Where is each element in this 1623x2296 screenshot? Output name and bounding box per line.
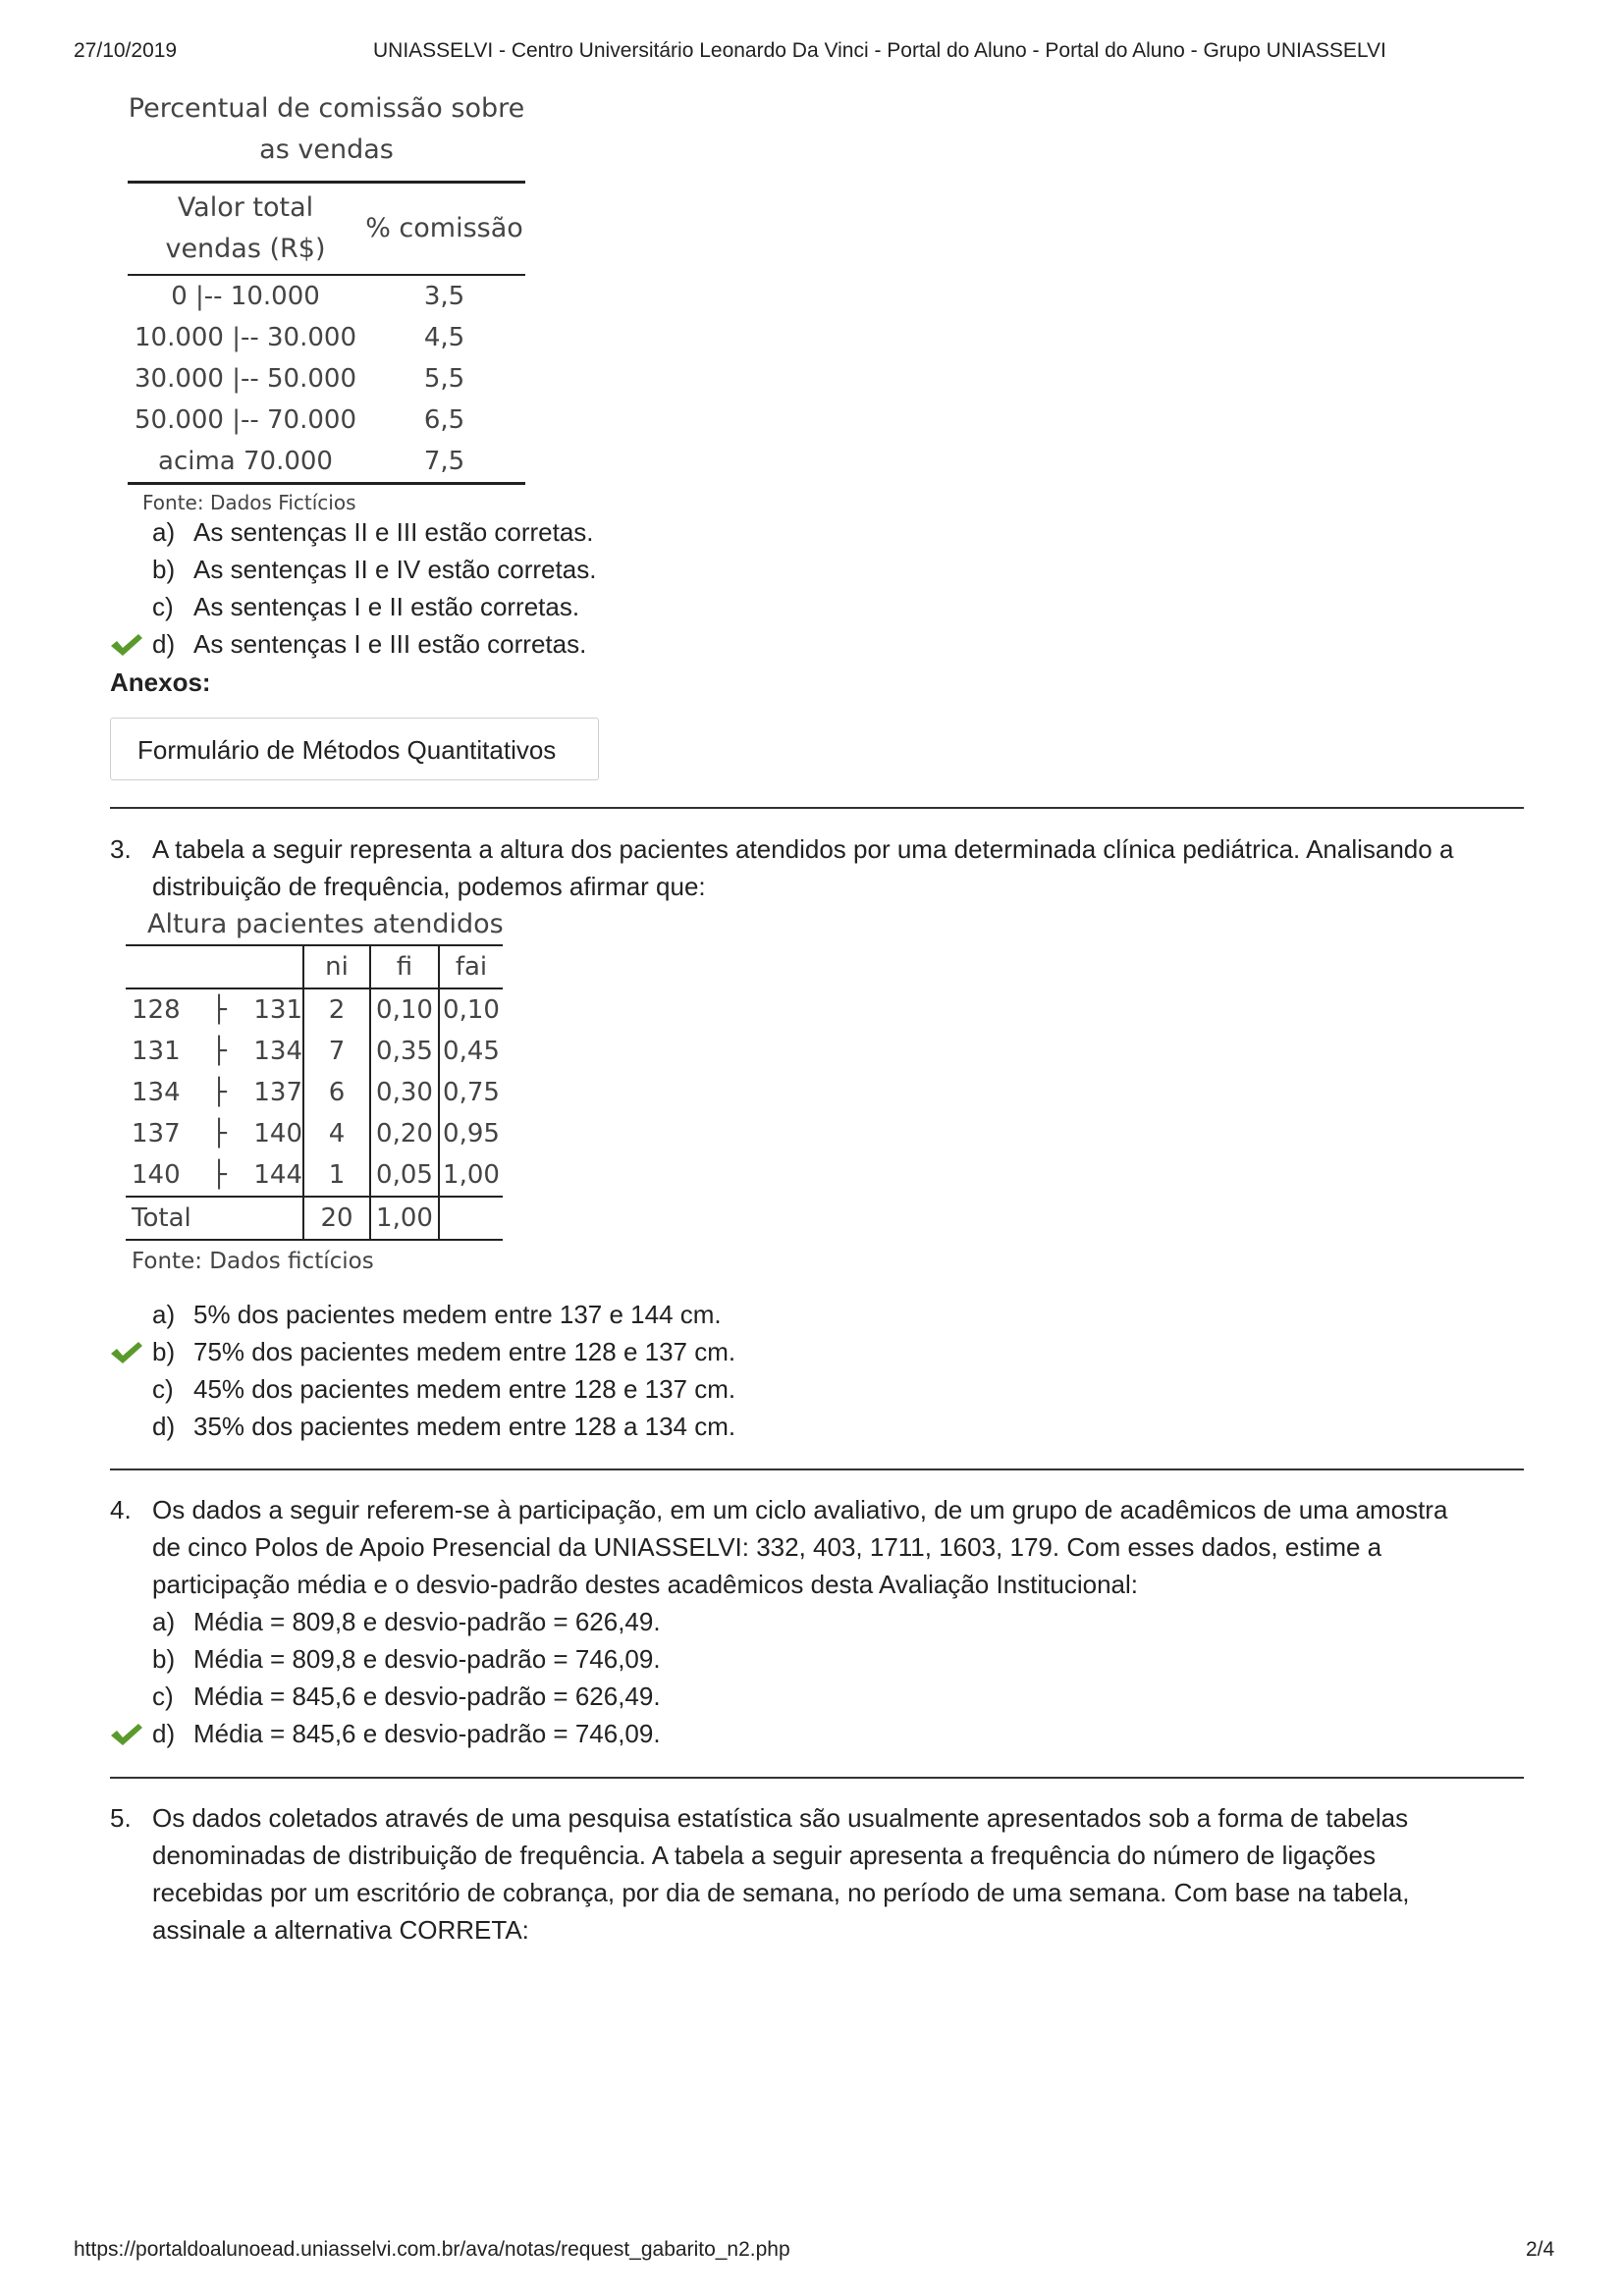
q4-number: 4.	[110, 1495, 132, 1524]
check-icon	[109, 1340, 144, 1365]
q5-number: 5.	[110, 1803, 132, 1833]
option-text: As sentenças II e III estão corretas.	[193, 517, 594, 547]
print-date: 27/10/2019	[74, 39, 178, 62]
option-text: Média = 809,8 e desvio-padrão = 626,49.	[193, 1607, 661, 1636]
check-icon	[109, 1722, 144, 1747]
table-row	[126, 1154, 503, 1197]
option-text: 5% dos pacientes medem entre 137 e 144 cm.	[193, 1300, 722, 1329]
commission-table	[128, 181, 525, 485]
commission-table-image	[128, 88, 525, 514]
table-row	[126, 1031, 503, 1072]
fi-cell: 0,35	[370, 1031, 439, 1072]
q3-number: 3.	[110, 834, 132, 864]
lower-bound: 137	[132, 1119, 181, 1148]
divider	[110, 807, 1524, 809]
height-table-image	[126, 905, 504, 1274]
page-title: UNIASSELVI - Centro Universitário Leonardo Da Vinci - Portal do Aluno - Portal do Aluno - Grupo UNIASSELVI	[373, 39, 1386, 62]
option-letter: b)	[152, 1337, 176, 1366]
commission-col1-line1: Valor total	[177, 192, 314, 223]
height-table-header	[126, 945, 503, 988]
footer-url: https://portaldoalunoead.uniasselvi.com.br/ava/notas/request_gabarito_n2.php	[74, 2238, 790, 2261]
ni-header: ni	[303, 945, 370, 988]
q4-text-line3: participação média e o desvio-padrão destes acadêmicos desta Avaliação Institucional:	[152, 1570, 1139, 1599]
percent-cell: 5,5	[423, 364, 465, 394]
percent-cell: 3,5	[423, 282, 465, 311]
height-table	[126, 944, 503, 1241]
option-letter: d)	[152, 1412, 176, 1441]
option-letter: a)	[152, 1607, 176, 1636]
percent-cell: 4,5	[423, 323, 465, 352]
option-letter: d)	[152, 629, 176, 659]
q5-text-line2: denominadas de distribuição de frequência. A tabela a seguir apresenta a frequência do número de ligações	[152, 1841, 1376, 1870]
option-text: As sentenças I e III estão corretas.	[193, 629, 587, 659]
range-cell: 30.000 |-- 50.000	[134, 364, 356, 394]
range-cell: 50.000 |-- 70.000	[134, 405, 356, 435]
option-letter: a)	[152, 517, 176, 547]
option-letter: b)	[152, 555, 176, 584]
option-text: Média = 809,8 e desvio-padrão = 746,09.	[193, 1644, 661, 1674]
table-row	[128, 441, 525, 484]
check-icon	[109, 632, 144, 658]
option-text: 45% dos pacientes medem entre 128 e 137 cm.	[193, 1374, 736, 1404]
upper-bound: 134	[253, 1037, 302, 1066]
interval-symbol: ├	[211, 1037, 227, 1066]
q3-text-line2: distribuição de frequência, podemos afirmar que:	[152, 872, 706, 901]
percent-cell: 7,5	[363, 441, 525, 484]
option-letter: c)	[152, 592, 174, 621]
option-letter: d)	[152, 1719, 176, 1748]
total-label: Total	[126, 1197, 303, 1240]
height-table-caption: Altura pacientes atendidos	[147, 909, 504, 939]
fai-cell: 0,75	[439, 1072, 503, 1113]
commission-col2-header: % comissão	[363, 183, 525, 276]
lower-bound: 128	[132, 995, 181, 1025]
interval-symbol: ├	[211, 1078, 227, 1107]
attachment-button[interactable]: Formulário de Métodos Quantitativos	[110, 718, 599, 780]
ni-cell: 7	[303, 1031, 370, 1072]
option-text: As sentenças II e IV estão corretas.	[193, 555, 597, 584]
fi-cell: 0,05	[370, 1154, 439, 1197]
q5-text-line3: recebidas por um escritório de cobrança, por dia de semana, no período de uma semana. Com base na tabela,	[152, 1878, 1410, 1907]
fi-header: fi	[370, 945, 439, 988]
divider	[110, 1468, 1524, 1470]
fai-header: fai	[439, 945, 503, 988]
table-row	[126, 988, 503, 1031]
ni-cell: 2	[303, 988, 370, 1031]
fi-cell: 0,10	[370, 988, 439, 1031]
upper-bound: 131	[253, 995, 302, 1025]
commission-table-header	[128, 183, 525, 276]
page-number: 2/4	[1526, 2238, 1555, 2261]
table-row	[128, 400, 525, 441]
q5-text-line1: Os dados coletados através de uma pesquisa estatística são usualmente apresentados sob a forma de tabelas	[152, 1803, 1409, 1833]
q3-text-line1: A tabela a seguir representa a altura dos pacientes atendidos por uma determinada clínica pediátrica. Analisando a	[152, 834, 1454, 864]
commission-col1-line2: vendas (R$)	[165, 234, 326, 264]
fai-cell: 1,00	[439, 1154, 503, 1197]
upper-bound: 140	[253, 1119, 302, 1148]
ni-cell: 1	[303, 1154, 370, 1197]
option-letter: b)	[152, 1644, 176, 1674]
range-cell: acima 70.000	[128, 441, 363, 484]
fai-cell: 0,10	[439, 988, 503, 1031]
option-letter: a)	[152, 1300, 176, 1329]
range-cell: 10.000 |-- 30.000	[134, 323, 356, 352]
range-cell: 0 |-- 10.000	[171, 282, 320, 311]
commission-col1-header	[128, 183, 363, 276]
interval-symbol: ├	[211, 1160, 227, 1190]
option-text: 35% dos pacientes medem entre 128 a 134 cm.	[193, 1412, 736, 1441]
commission-caption-line2: as vendas	[259, 134, 394, 165]
option-text: As sentenças I e II estão corretas.	[193, 592, 580, 621]
fai-cell: 0,45	[439, 1031, 503, 1072]
table-row	[128, 275, 525, 317]
fi-cell: 0,30	[370, 1072, 439, 1113]
total-fi: 1,00	[370, 1197, 439, 1240]
option-letter: c)	[152, 1374, 174, 1404]
interval-symbol: ├	[211, 995, 227, 1025]
lower-bound: 131	[132, 1037, 181, 1066]
q4-text-line1: Os dados a seguir referem-se à participação, em um ciclo avaliativo, de um grupo de acadêmicos de uma amostra	[152, 1495, 1448, 1524]
fai-cell: 0,95	[439, 1113, 503, 1154]
interval-symbol: ├	[211, 1119, 227, 1148]
lower-bound: 134	[132, 1078, 181, 1107]
fi-cell: 0,20	[370, 1113, 439, 1154]
option-text: Média = 845,6 e desvio-padrão = 746,09.	[193, 1719, 661, 1748]
percent-cell: 6,5	[423, 405, 465, 435]
option-text: Média = 845,6 e desvio-padrão = 626,49.	[193, 1682, 661, 1711]
lower-bound: 140	[132, 1160, 181, 1190]
commission-caption-line1: Percentual de comissão sobre	[128, 93, 525, 124]
total-row	[126, 1197, 503, 1240]
total-ni: 20	[303, 1197, 370, 1240]
height-table-source: Fonte: Dados fictícios	[132, 1249, 374, 1274]
table-row	[126, 1113, 503, 1154]
ni-cell: 6	[303, 1072, 370, 1113]
commission-source: Fonte: Dados Fictícios	[142, 491, 356, 514]
divider	[110, 1777, 1524, 1779]
table-row	[128, 358, 525, 400]
ni-cell: 4	[303, 1113, 370, 1154]
q5-text-line4: assinale a alternativa CORRETA:	[152, 1915, 529, 1945]
option-text: 75% dos pacientes medem entre 128 e 137 cm.	[193, 1337, 736, 1366]
q4-text-line2: de cinco Polos de Apoio Presencial da UNIASSELVI: 332, 403, 1711, 1603, 179. Com esses dados, estime a	[152, 1532, 1382, 1562]
attachments-label: Anexos:	[110, 667, 211, 697]
upper-bound: 137	[253, 1078, 302, 1107]
table-row	[126, 1072, 503, 1113]
option-letter: c)	[152, 1682, 174, 1711]
upper-bound: 144	[253, 1160, 302, 1190]
table-row	[128, 317, 525, 358]
